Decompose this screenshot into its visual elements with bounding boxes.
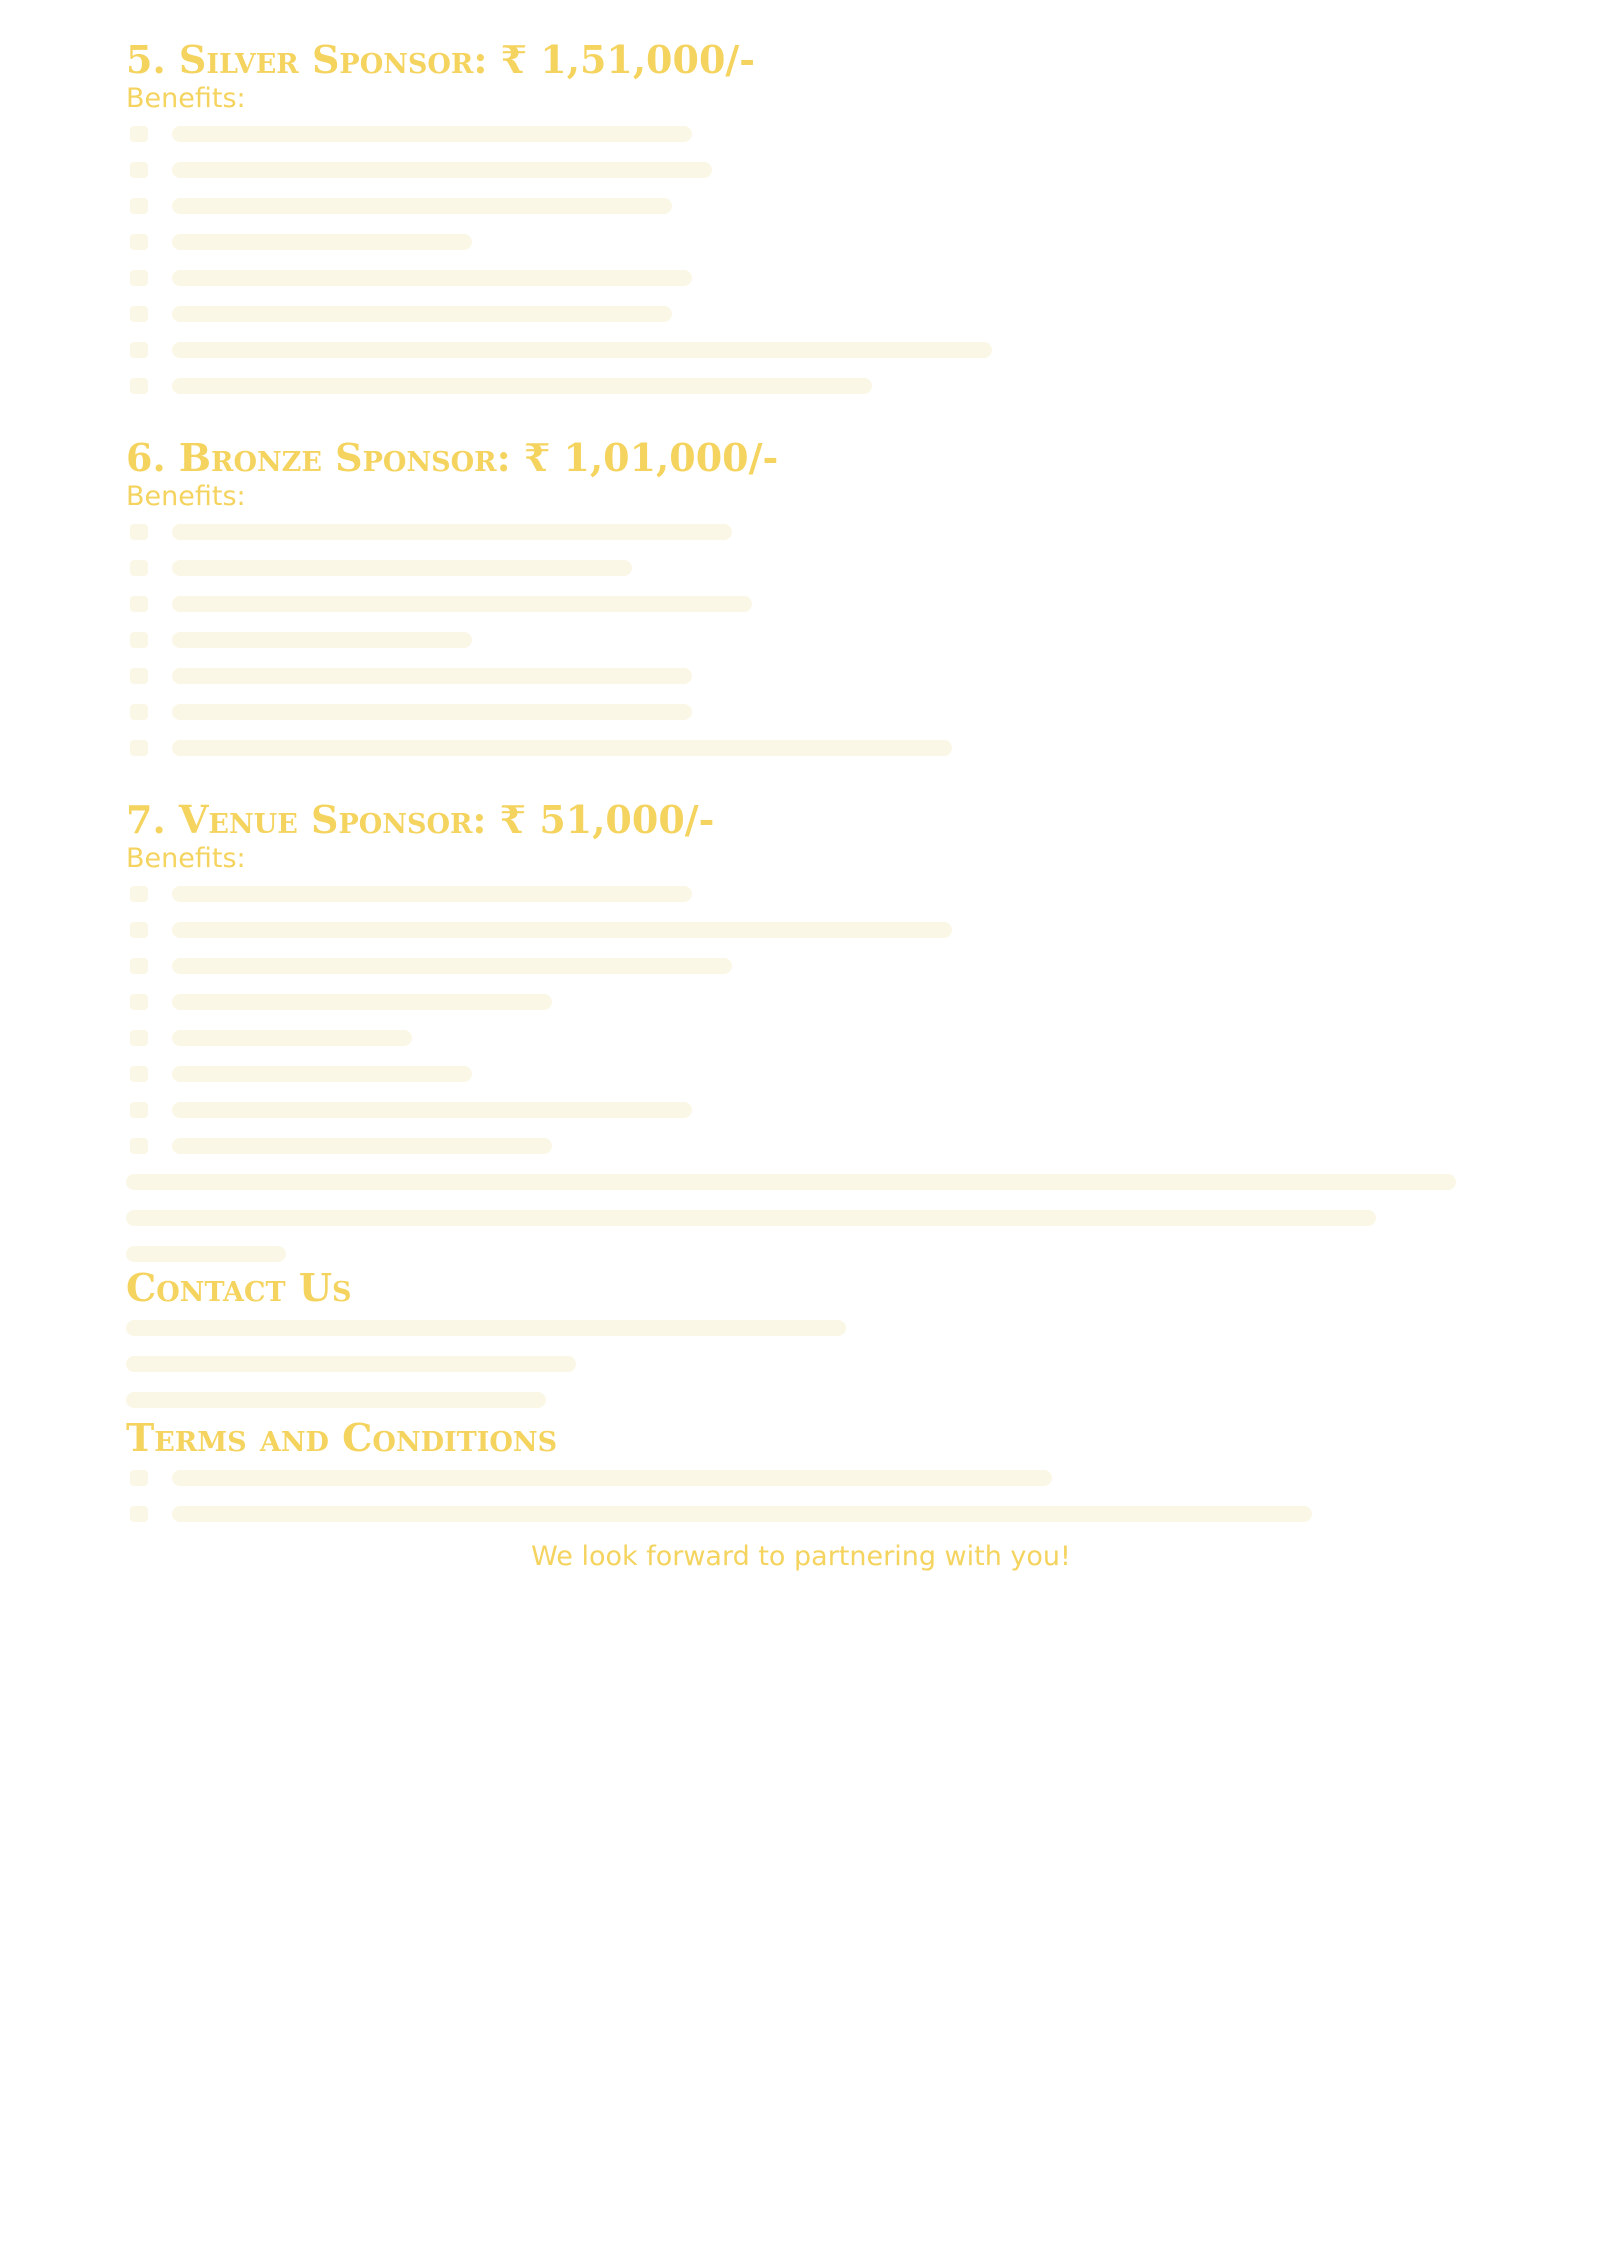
list-item: [126, 1020, 1476, 1056]
list-item: [126, 1092, 1476, 1128]
list-item: [126, 332, 1476, 368]
terms-section: [126, 1416, 1476, 1532]
list-item: [126, 586, 1476, 622]
paragraph-line: [126, 1200, 1476, 1236]
contact-line: [126, 1382, 1476, 1418]
list-item: [126, 730, 1476, 766]
contact-line: [126, 1310, 1476, 1346]
list-item: [126, 694, 1476, 730]
section-title-silver: 5. Silver Sponsor: ₹ 1,51,000/-: [126, 37, 756, 82]
list-item: [126, 260, 1476, 296]
list-item: [126, 152, 1476, 188]
list-item: [126, 296, 1476, 332]
silver-benefits-list: [126, 116, 1476, 404]
list-item: [126, 876, 1476, 912]
list-item: [126, 1460, 1476, 1496]
section-title-bronze: 6. Bronze Sponsor: ₹ 1,01,000/-: [126, 435, 779, 480]
contact-section: [126, 1266, 1476, 1418]
benefits-label-silver: Benefits:: [126, 83, 246, 114]
venue-benefits-list: [126, 876, 1476, 1164]
silver-sponsor-section: [126, 38, 1476, 404]
list-item: [126, 1128, 1476, 1164]
list-item: [126, 622, 1476, 658]
list-item: [126, 550, 1476, 586]
venue-note-paragraph: [126, 1164, 1476, 1272]
contact-line: [126, 1346, 1476, 1382]
section-title-contact: Contact Us: [126, 1265, 352, 1310]
closing-message: We look forward to partnering with you!: [531, 1541, 1071, 1572]
benefits-label-bronze: Benefits:: [126, 481, 246, 512]
list-item: [126, 984, 1476, 1020]
list-item: [126, 368, 1476, 404]
list-item: [126, 514, 1476, 550]
list-item: [126, 658, 1476, 694]
bronze-benefits-list: [126, 514, 1476, 766]
section-title-terms: Terms and Conditions: [126, 1415, 558, 1460]
bronze-sponsor-section: [126, 436, 1476, 766]
benefits-label-venue: Benefits:: [126, 843, 246, 874]
list-item: [126, 188, 1476, 224]
list-item: [126, 948, 1476, 984]
paragraph-line: [126, 1164, 1476, 1200]
list-item: [126, 116, 1476, 152]
list-item: [126, 1056, 1476, 1092]
list-item: [126, 912, 1476, 948]
terms-list: [126, 1460, 1476, 1532]
section-title-venue: 7. Venue Sponsor: ₹ 51,000/-: [126, 797, 715, 842]
list-item: [126, 1496, 1476, 1532]
list-item: [126, 224, 1476, 260]
venue-sponsor-section: [126, 798, 1476, 1272]
